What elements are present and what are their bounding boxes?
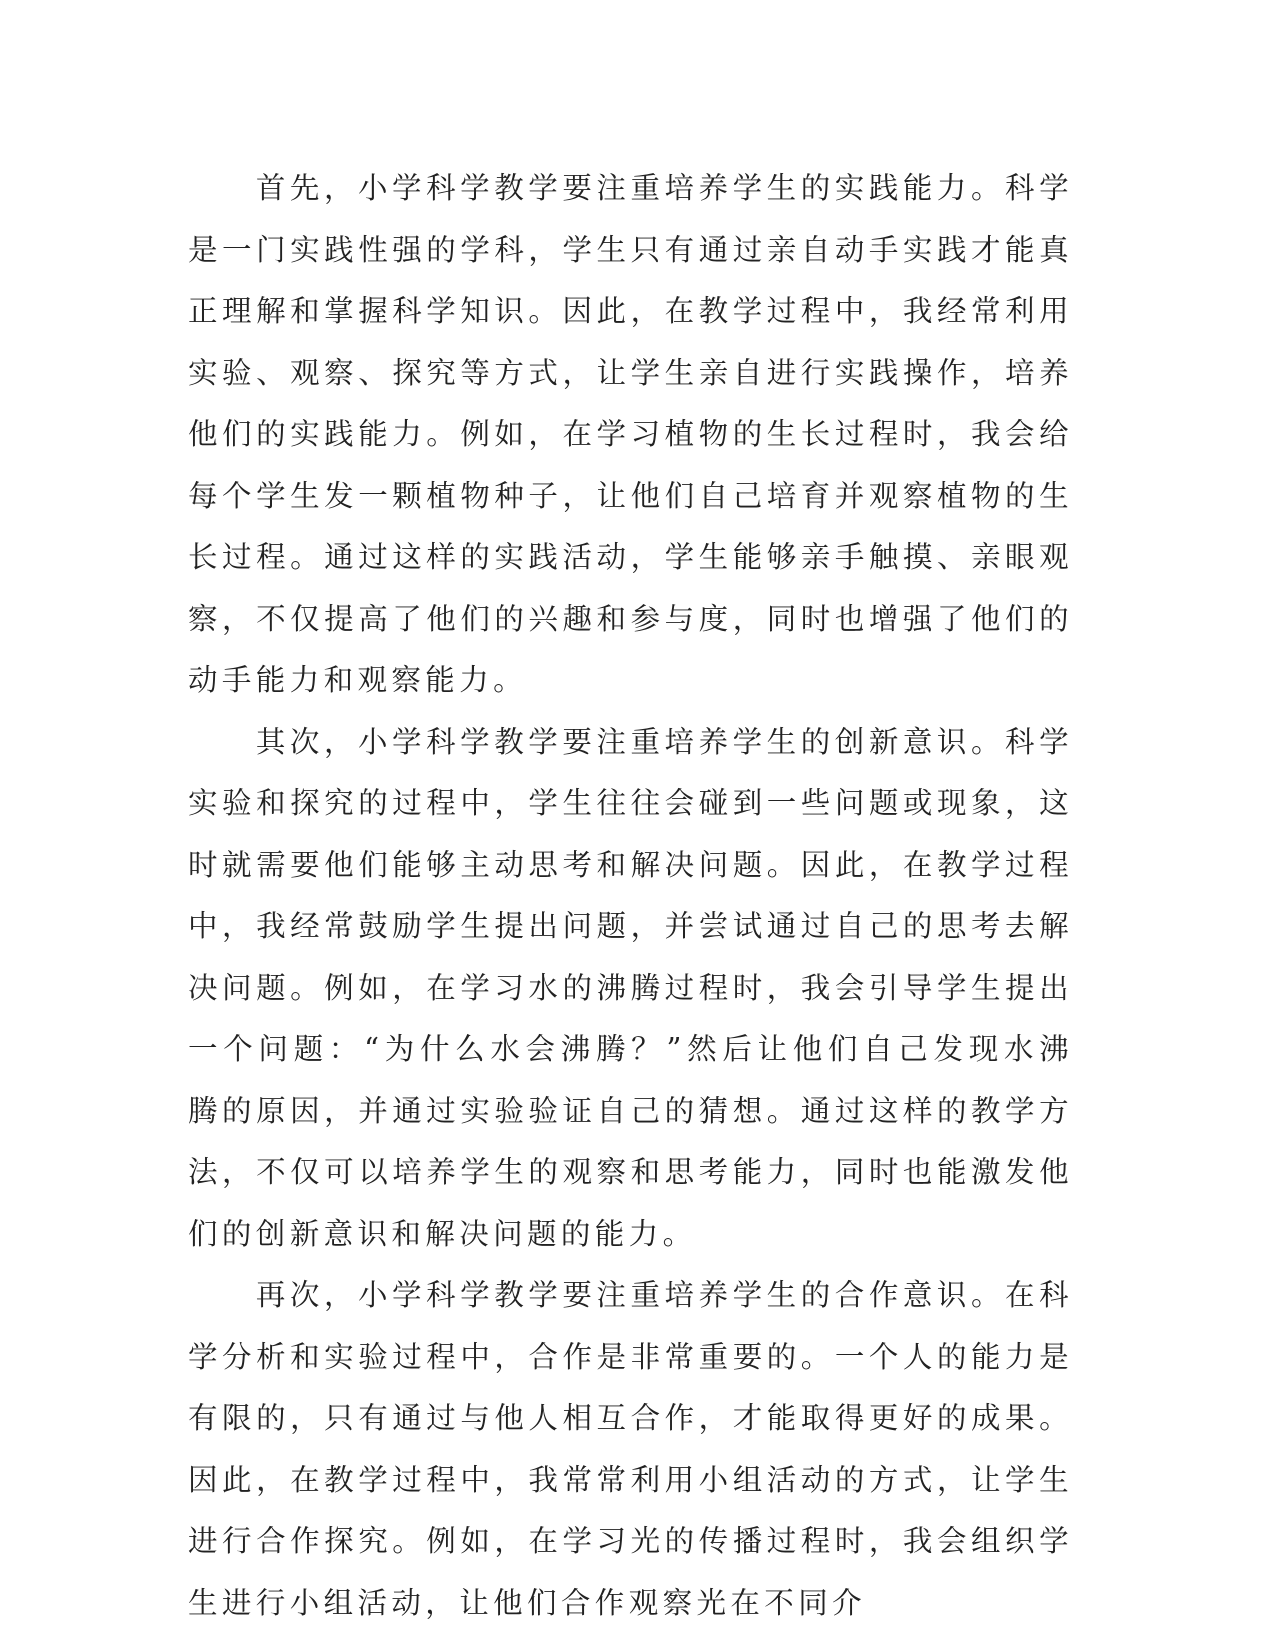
- document-body: [188, 158, 1073, 1634]
- paragraph-practice-ability: 首先，小学科学教学要注重培养学生的实践能力。科学是一门实践性强的学科，学生只有通过亲自动手实践才能真正理解和掌握科学知识。因此，在教学过程中，我经常利用实验、观察、探究等方式，让学生亲自进行实践操作，培养他们的实践能力。例如，在学习植物的生长过程时，我会给每个学生发一颗植物种子，让他们自己培育并观察植物的生长过程。通过这样的实践活动，学生能够亲手触摸、亲眼观察，不仅提高了他们的兴趣和参与度，同时也增强了他们的动手能力和观察能力。: [188, 171, 1073, 697]
- paragraph-cooperation-awareness: 再次，小学科学教学要注重培养学生的合作意识。在科学分析和实验过程中，合作是非常重要的。一个人的能力是有限的，只有通过与他人相互合作，才能取得更好的成果。因此，在教学过程中，我常常利用小组活动的方式，让学生进行合作探究。例如，在学习光的传播过程时，我会组织学生进行小组活动，让他们合作观察光在不同介: [188, 1278, 1073, 1620]
- paragraph-innovation-awareness: 其次，小学科学教学要注重培养学生的创新意识。科学实验和探究的过程中，学生往往会碰到一些问题或现象，这时就需要他们能够主动思考和解决问题。因此，在教学过程中，我经常鼓励学生提出问题，并尝试通过自己的思考去解决问题。例如，在学习水的沸腾过程时，我会引导学生提出一个问题：“为什么水会沸腾？”然后让他们自己发现水沸腾的原因，并通过实验验证自己的猜想。通过这样的教学方法，不仅可以培养学生的观察和思考能力，同时也能激发他们的创新意识和解决问题的能力。: [188, 724, 1073, 1251]
